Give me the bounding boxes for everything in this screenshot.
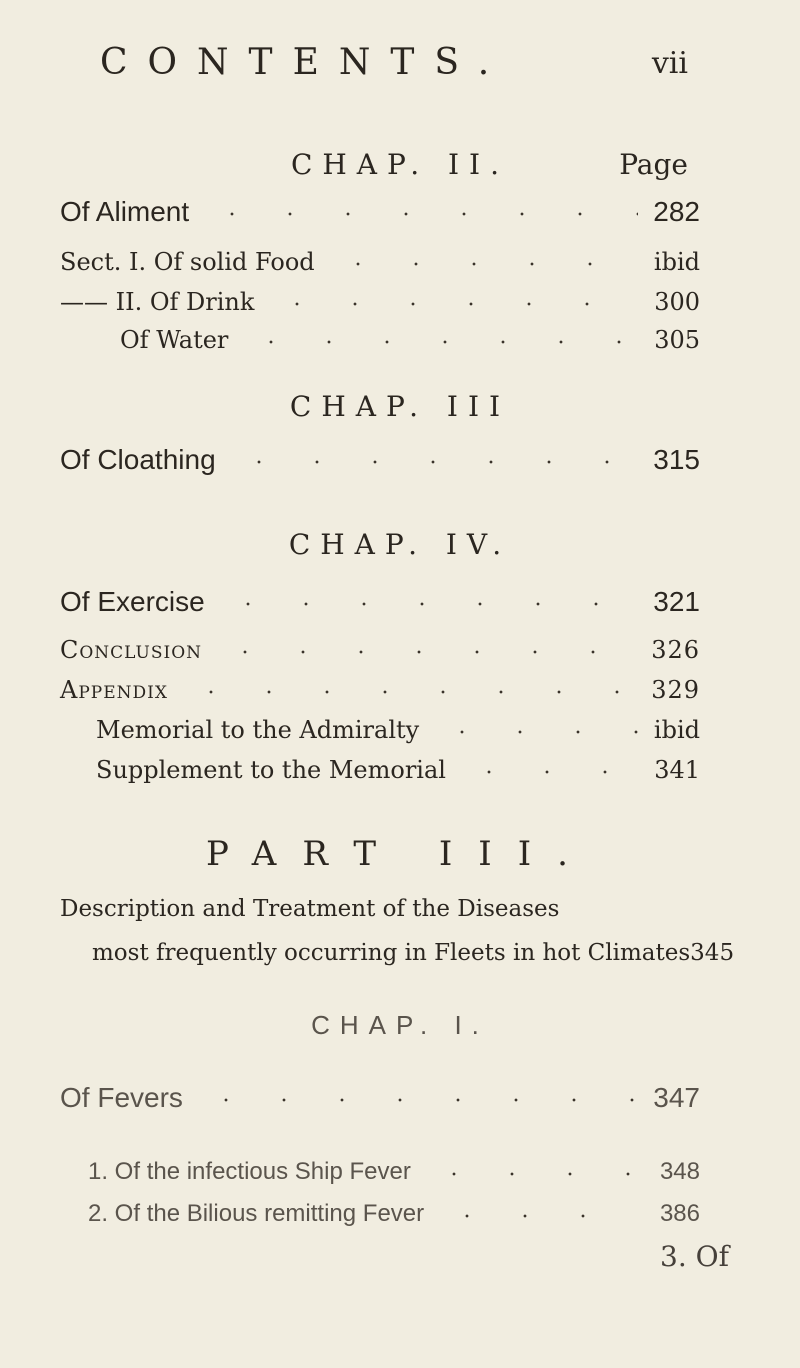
toc-entry-label: Supplement to the Memorial	[96, 756, 446, 784]
leader-dots	[197, 1098, 638, 1102]
chap-3-heading-row	[0, 390, 800, 430]
toc-entry-page: ibid	[653, 248, 700, 276]
toc-entry-page: 305	[654, 326, 700, 354]
leader-dots	[203, 212, 638, 216]
toc-entry-page: 321	[653, 586, 700, 617]
toc-entry-label: Appendix	[60, 676, 168, 704]
toc-entry-label: 1. Of the infectious Ship Fever	[88, 1158, 411, 1185]
part-3-description-line-1: Description and Treatment of the Diseases	[60, 896, 560, 922]
toc-entry-page: 386	[659, 1200, 700, 1227]
toc-entry-appendix[interactable]	[60, 676, 700, 704]
toc-entry-exercise[interactable]	[60, 586, 700, 618]
toc-entry-page: 282	[653, 196, 700, 227]
running-title: CONTENTS.	[100, 42, 510, 83]
toc-entry-label: Sect. I. Of solid Food	[60, 248, 315, 276]
leader-dots	[268, 302, 638, 306]
toc-entry-ship-fever[interactable]	[88, 1158, 700, 1186]
toc-entry-page: 348	[659, 1158, 700, 1185]
part-3-description-text: most frequently occurring in Fleets in hot Climates	[92, 940, 691, 966]
leader-dots	[329, 262, 638, 266]
toc-entry-page: 326	[651, 636, 700, 664]
toc-entry-aliment[interactable]	[60, 196, 700, 228]
toc-entry-page: ibid	[653, 716, 700, 744]
toc-entry-label: Of Fevers	[60, 1082, 183, 1113]
toc-entry-page: 329	[651, 676, 700, 704]
chap-4-heading-row	[0, 528, 800, 568]
toc-entry-page: 315	[653, 444, 700, 475]
toc-entry-page: 300	[654, 288, 700, 316]
part-3-description-page: 345	[690, 940, 735, 966]
chap-1-heading: CHAP. I.	[311, 1010, 489, 1040]
toc-entry-page: 341	[654, 756, 700, 784]
part-3-description-line-2[interactable]	[92, 940, 735, 966]
running-head	[0, 42, 800, 92]
page-number: vii	[651, 46, 688, 81]
toc-entry-label: Memorial to the Admiralty	[96, 716, 420, 744]
chap-1-heading-row	[0, 1010, 800, 1050]
chap-2-heading-row	[0, 148, 800, 188]
part-3-heading: PART III.	[206, 834, 594, 874]
toc-entry-conclusion[interactable]	[60, 636, 700, 664]
toc-entry-water[interactable]	[120, 326, 700, 354]
toc-entry-label: —— II. Of Drink	[60, 288, 255, 316]
leader-dots	[438, 1214, 638, 1218]
toc-entry-supplement[interactable]	[96, 756, 700, 784]
toc-entry-label: Of Aliment	[60, 196, 190, 227]
leader-dots	[242, 340, 638, 344]
chap-4-heading: CHAP. IV.	[288, 528, 512, 561]
toc-entry-cloathing[interactable]	[60, 444, 700, 476]
toc-entry-solid-food[interactable]	[60, 248, 700, 276]
page-column-label: Page	[619, 148, 688, 181]
leader-dots	[230, 460, 638, 464]
chap-2-heading: CHAP. II.	[290, 148, 510, 181]
toc-entry-bilious-fever[interactable]	[88, 1200, 700, 1228]
toc-entry-drink[interactable]	[60, 288, 700, 316]
toc-entry-label: Of Exercise	[60, 586, 205, 617]
leader-dots	[219, 602, 638, 606]
leader-dots	[216, 650, 637, 654]
toc-entry-memorial[interactable]	[96, 716, 700, 744]
leader-dots	[182, 690, 637, 694]
toc-entry-page: 347	[653, 1082, 700, 1113]
chap-3-heading: CHAP. III	[289, 390, 511, 423]
leader-dots	[433, 730, 638, 734]
toc-entry-label: Of Cloathing	[60, 444, 216, 475]
toc-entry-label: Of Water	[120, 326, 229, 354]
leader-dots	[425, 1172, 638, 1176]
catchword: 3. Of	[660, 1240, 729, 1273]
leader-dots	[460, 770, 638, 774]
toc-entry-label: Conclusion	[60, 636, 203, 664]
toc-entry-fevers[interactable]	[60, 1082, 700, 1114]
toc-entry-label: 2. Of the Bilious remitting Fever	[88, 1200, 425, 1227]
